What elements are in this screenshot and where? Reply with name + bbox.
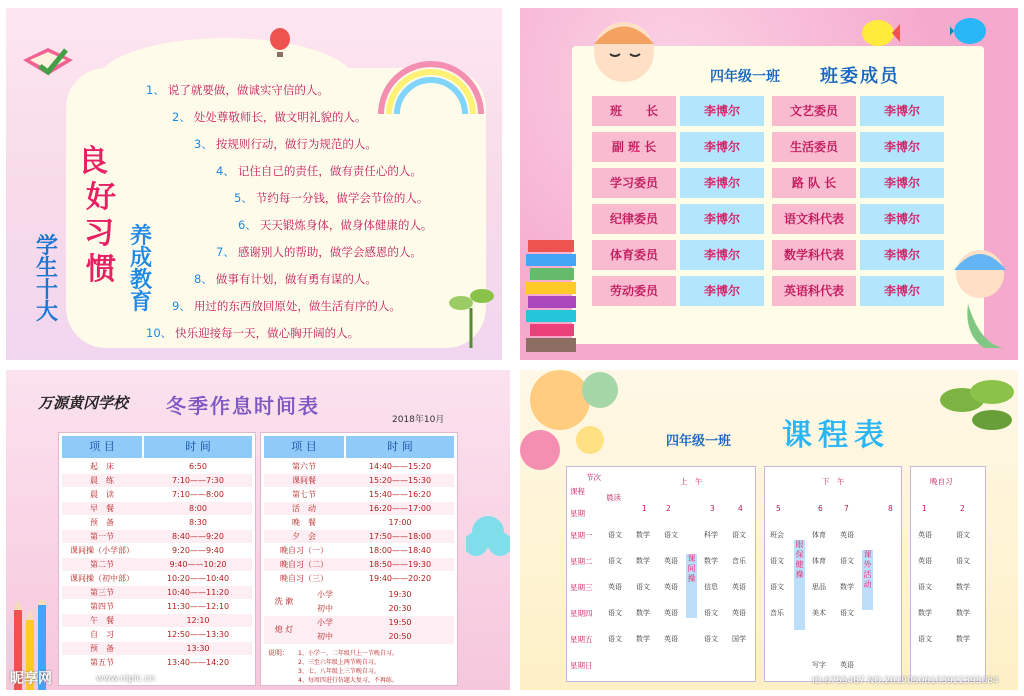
timetable-cell: 语文 [732,531,746,539]
table-row: 晚自习（三） 19:40——20:20 [280,574,432,583]
note-line: 2、三至六年级上两节晚自习。 [298,659,380,666]
member-name-cell: 李博尔 [680,204,764,234]
committee-title: 班委成员 [820,66,900,87]
timetable-cell: 语文 [704,609,718,617]
day-label: 星期五 [570,635,593,644]
timetable-cell: 语文 [770,557,784,565]
table-row: 第七节 15:40——16:20 [292,490,432,499]
schedule-title: 冬季作息时间表 [166,394,320,418]
good-habits-poster [6,8,502,360]
timetable-title: 课程表 [782,418,890,453]
note-line: 1、小学一、二年级只上一节晚自习。 [298,650,398,657]
table-row: 预 备 8:30 [90,518,207,527]
timetable-cell: 语文 [608,557,622,565]
timetable-cell: 语文 [918,583,932,591]
rule-item: 3、 按规则行动，做行为规范的人。 [194,137,377,151]
member-name-cell: 李博尔 [860,96,944,126]
table-row: 第一节 8:40——9:20 [62,530,252,543]
table-row: 晚 餐 17:00 [292,518,412,527]
timetable-cell: 数学 [636,635,650,643]
role-cell: 劳动委员 [592,276,676,306]
girl-face-icon [586,14,662,84]
timetable-cell: 音乐 [770,609,784,617]
timetable-evening-block [910,466,986,682]
timetable-cell: 思品 [812,583,826,591]
note-label: 说明： [268,649,289,657]
timetable-cell: 英语 [918,557,932,565]
timetable-cell: 语文 [664,531,678,539]
timetable-cell: 语文 [956,557,970,565]
member-name-cell: 李博尔 [860,168,944,198]
schedule-date: 2018年10月 [392,415,445,425]
role-cell: 语文科代表 [772,204,856,234]
cloud-icon [466,510,510,566]
side-text-education: 养成教育 [130,224,153,315]
evening-label: 晚自习 [930,477,953,486]
title-char-3: 习 [84,216,114,251]
member-name-cell: 李博尔 [680,132,764,162]
rule-item: 1、 说了就要做，做诚实守信的人。 [146,83,329,97]
timetable-cell: 语文 [840,609,854,617]
timetable-cell: 音乐 [732,557,746,565]
watermark-logo: 昵享网 [10,671,52,687]
title-char-2: 好 [86,180,116,215]
rule-item: 4、 记住自己的责任，做有责任心的人。 [216,164,422,178]
timetable-cell: 数学 [636,609,650,617]
table-row: 活 动 16:20——17:00 [264,502,454,515]
period-label: 5 [776,504,781,513]
rainbow-icon [376,56,486,116]
corner-label: 星期 [570,509,585,518]
role-cell: 班 长 [592,96,676,126]
period-label: 1 [642,504,647,513]
timetable-cell: 体育 [812,531,826,539]
timetable-cell: 语文 [918,635,932,643]
timetable-cell: 班会 [770,531,784,539]
role-cell: 体育委员 [592,240,676,270]
timetable-poster [520,370,1018,690]
table-row: 晨 练 7:10——7:30 [62,474,252,487]
table-row: 预 备 13:30 [62,642,252,655]
table-row: 早 餐 8:00 [62,502,252,515]
table-row: 夕 会 17:50——18:00 [264,530,454,543]
leaves-icon [932,370,1018,440]
period-label: 1 [922,504,927,513]
table-row: 课间餐 15:20——15:30 [264,474,454,487]
period-label: 2 [960,504,965,513]
member-name-cell: 李博尔 [680,276,764,306]
swirl-decoration-icon [520,370,620,470]
class-label: 四年级一班 [710,69,780,85]
class-label: 四年级一班 [666,434,732,449]
timetable-cell: 国学 [732,635,746,643]
day-label: 星期一 [570,531,593,540]
day-label: 星期四 [570,609,593,618]
timetable-cell: 数学 [636,557,650,565]
morning-label: 上 午 [680,477,703,486]
rule-item: 5、 节约每一分钱，做学会节俭的人。 [234,191,429,205]
timetable-cell: 英语 [608,583,622,591]
watermark-url: www.nipic.cn [96,674,155,684]
timetable-cell: 科学 [704,531,718,539]
member-name-cell: 李博尔 [680,96,764,126]
timetable-cell: 英语 [732,583,746,591]
role-cell: 学习委员 [592,168,676,198]
timetable-afternoon-block [764,466,902,682]
winter-schedule-poster [6,370,510,690]
corner-label: 课程 [570,487,585,496]
period-label: 8 [888,504,893,513]
side-text-students: 学生十大 [36,234,59,325]
table-row: 自 习 12:50——13:30 [90,630,230,639]
fish-icon [950,14,990,48]
activity-tag: 课外活动 [862,550,873,610]
timetable-cell: 英语 [918,531,932,539]
table-row: 第二节 9:40——10:20 [62,558,252,571]
timetable-cell: 数学 [840,583,854,591]
morning-read-label: 晨读 [606,493,621,502]
role-cell: 英语科代表 [772,276,856,306]
note-line: 3、七、八年级上三节晚自习。 [298,668,380,675]
rule-item: 10、 快乐迎接每一天，做心胸开阔的人。 [146,326,360,340]
table-row: 晚自习（一） 18:00——18:40 [280,546,432,555]
afternoon-label: 下 午 [822,477,845,486]
corner-label: 节次 [586,473,601,482]
timetable-cell: 体育 [812,557,826,565]
book-stack-icon [524,230,580,356]
timetable-cell: 英语 [840,661,854,669]
role-cell: 路 队 长 [772,168,856,198]
table-row: 课间操（小学部） 9:20——9:40 [70,546,224,555]
role-cell: 数学科代表 [772,240,856,270]
timetable-cell: 英语 [664,557,678,565]
timetable-cell: 数学 [636,531,650,539]
break-exercise-tag: 课间操 [686,554,697,618]
timetable-cell: 数学 [956,609,970,617]
note-line: 4、每周四进行仿题大复习，不再练。 [298,677,398,684]
school-name: 万源黄冈学校 [38,394,129,412]
day-label: 星期二 [570,557,593,566]
timetable-morning-block [566,466,756,682]
timetable-cell: 英语 [664,609,678,617]
rule-item: 8、 做事有计划，做有勇有谋的人。 [194,272,377,286]
member-name-cell: 李博尔 [680,168,764,198]
fish-icon [860,16,900,50]
role-cell: 纪律委员 [592,204,676,234]
title-char-1: 良 [78,144,108,179]
rule-item: 6、 天天锻炼身体，做身体健康的人。 [238,218,433,232]
period-label: 7 [844,504,849,513]
timetable-cell: 英语 [840,531,854,539]
timetable-cell: 信息 [704,583,718,591]
hot-air-balloon-icon [268,28,292,58]
timetable-cell: 写字 [812,661,826,669]
member-name-cell: 李博尔 [860,240,944,270]
table-row: 晚自习（二） 18:50——19:30 [264,558,454,571]
period-label: 6 [818,504,823,513]
period-label: 4 [738,504,743,513]
period-label: 2 [666,504,671,513]
timetable-cell: 数学 [704,557,718,565]
book-icon [18,30,78,90]
rule-item: 9、 用过的东西放回原处，做生活有序的人。 [172,299,401,313]
rule-item: 2、 处处尊敬师长，做文明礼貌的人。 [172,110,367,124]
table-row: 第三节 10:40——11:20 [62,586,252,599]
title-char-4: 惯 [86,252,116,287]
timetable-cell: 语文 [770,583,784,591]
timetable-cell: 语文 [840,557,854,565]
watermark-id: ID:6755487 NO:20190506103922395084 [812,676,999,686]
day-label: 星期三 [570,583,593,592]
timetable-cell: 数学 [918,609,932,617]
table-header-item: 项 目 [264,436,344,458]
table-row: 洗 漱 小学 19:30 初中 20:30 [274,590,412,613]
table-row: 第六节 14:40——15:20 [292,462,432,471]
table-row: 第四节 11:30——12:10 [90,602,230,611]
class-committee-poster [520,8,1018,360]
timetable-cell: 语文 [608,531,622,539]
sprout-icon [446,278,496,348]
timetable-cell: 语文 [608,635,622,643]
table-row: 晨 读 7:10——8:00 [90,490,224,499]
timetable-cell: 语文 [608,609,622,617]
timetable-cell: 数学 [956,635,970,643]
member-name-cell: 李博尔 [680,240,764,270]
timetable-cell: 美术 [812,609,826,617]
role-cell: 生活委员 [772,132,856,162]
timetable-cell: 语文 [704,635,718,643]
member-name-cell: 李博尔 [860,204,944,234]
rule-item: 7、 感谢别人的帮助，做学会感恩的人。 [216,245,422,259]
table-header-time: 时 间 [144,436,252,458]
table-header-item: 项 目 [62,436,142,458]
role-cell: 文艺委员 [772,96,856,126]
member-name-cell: 李博尔 [860,276,944,306]
timetable-cell: 英语 [664,635,678,643]
period-label: 3 [710,504,715,513]
table-row: 第五节 13:40——14:20 [90,658,230,667]
role-cell: 副 班 长 [592,132,676,162]
table-row: 课间操（初中部） 10:20——10:40 [70,574,230,583]
timetable-cell: 语文 [956,531,970,539]
table-row: 起 床 6:50 [90,462,207,471]
table-header-time: 时 间 [346,436,454,458]
timetable-cell: 英语 [664,583,678,591]
timetable-cell: 英语 [732,609,746,617]
eye-exercise-tag: 眼保健操 [794,540,805,630]
table-row: 午 餐 12:10 [62,614,252,627]
mermaid-icon [944,244,1014,354]
table-row: 熄 灯 小学 19:50 初中 20:50 [264,616,454,644]
timetable-cell: 语文 [636,583,650,591]
day-label: 星期日 [570,661,593,670]
member-name-cell: 李博尔 [860,132,944,162]
timetable-cell: 数学 [956,583,970,591]
